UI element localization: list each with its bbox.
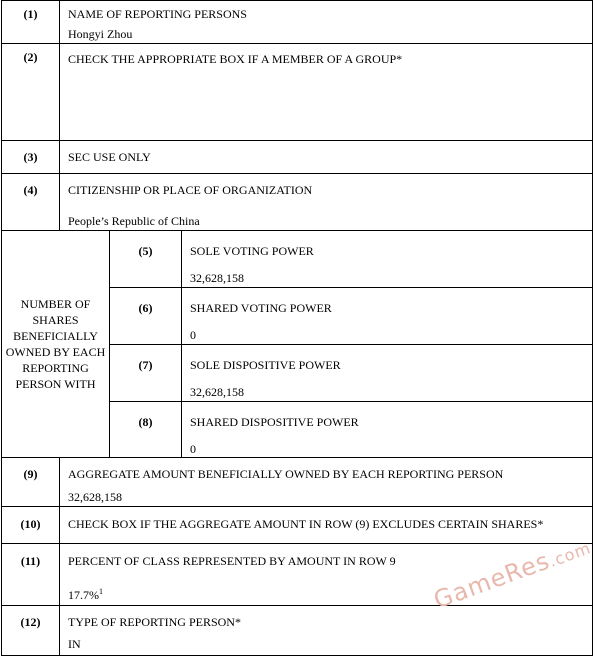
percent-label: PERCENT OF CLASS REPRESENTED BY AMOUNT IN ROW 9 [68, 554, 396, 568]
excludes-label: CHECK BOX IF THE AGGREGATE AMOUNT IN ROW (9) EXCLUDES CERTAIN SHARES* [68, 517, 544, 531]
watermark-suffix: .com [546, 538, 594, 571]
sole-voting-value: 32,628,158 [190, 271, 244, 285]
row-12 [2, 606, 593, 656]
cover-page-table [1, 0, 593, 656]
row-number: (6) [110, 288, 182, 345]
row-number: (12) [2, 606, 60, 656]
shares-owned-label [2, 231, 110, 458]
row-4 [2, 174, 593, 231]
sole-dispositive-label: SOLE DISPOSITIVE POWER [190, 358, 341, 372]
row-10 [2, 507, 593, 544]
row-number: (5) [110, 231, 182, 288]
aggregate-label: AGGREGATE AMOUNT BENEFICIALLY OWNED BY EACH REPORTING PERSON [68, 467, 504, 481]
row-number: (8) [110, 402, 182, 458]
percent-value: 17.7% [68, 588, 99, 602]
watermark-text: GameRes [430, 546, 554, 615]
row-number: (10) [2, 507, 60, 544]
shared-voting-value: 0 [190, 328, 196, 342]
aggregate-value: 32,628,158 [68, 490, 122, 504]
row-3 [2, 141, 593, 174]
shared-dispositive-label: SHARED DISPOSITIVE POWER [190, 415, 359, 429]
shared-voting-label: SHARED VOTING POWER [190, 301, 332, 315]
row-number: (7) [110, 345, 182, 402]
group-label: CHECK THE APPROPRIATE BOX IF A MEMBER OF A GROUP* [68, 52, 403, 66]
row-number: (2) [2, 44, 60, 141]
row-9 [2, 458, 593, 507]
row-5 [2, 231, 593, 288]
type-value: IN [68, 637, 81, 651]
citizenship-label: CITIZENSHIP OR PLACE OF ORGANIZATION [68, 183, 313, 197]
shared-dispositive-value: 0 [190, 442, 196, 456]
row-number: (1) [2, 1, 60, 44]
footnote-marker: 1 [99, 587, 103, 596]
row-number: (11) [2, 544, 60, 606]
name-value: Hongyi Zhou [68, 27, 133, 41]
shares-owned-text: NUMBER OF SHARES BENEFICIALLY OWNED BY EACH REPORTING PERSON WITH [5, 297, 106, 391]
type-label: TYPE OF REPORTING PERSON* [68, 615, 241, 629]
row-number: (9) [2, 458, 60, 507]
row-1 [2, 1, 593, 44]
sole-dispositive-value: 32,628,158 [190, 385, 244, 399]
row-number: (4) [2, 174, 60, 231]
sole-voting-label: SOLE VOTING POWER [190, 244, 314, 258]
row-2 [2, 44, 593, 141]
row-number: (3) [2, 141, 60, 174]
citizenship-value: People’s Republic of China [68, 214, 200, 228]
sec-use-label: SEC USE ONLY [68, 150, 151, 164]
name-label: NAME OF REPORTING PERSONS [68, 7, 247, 21]
